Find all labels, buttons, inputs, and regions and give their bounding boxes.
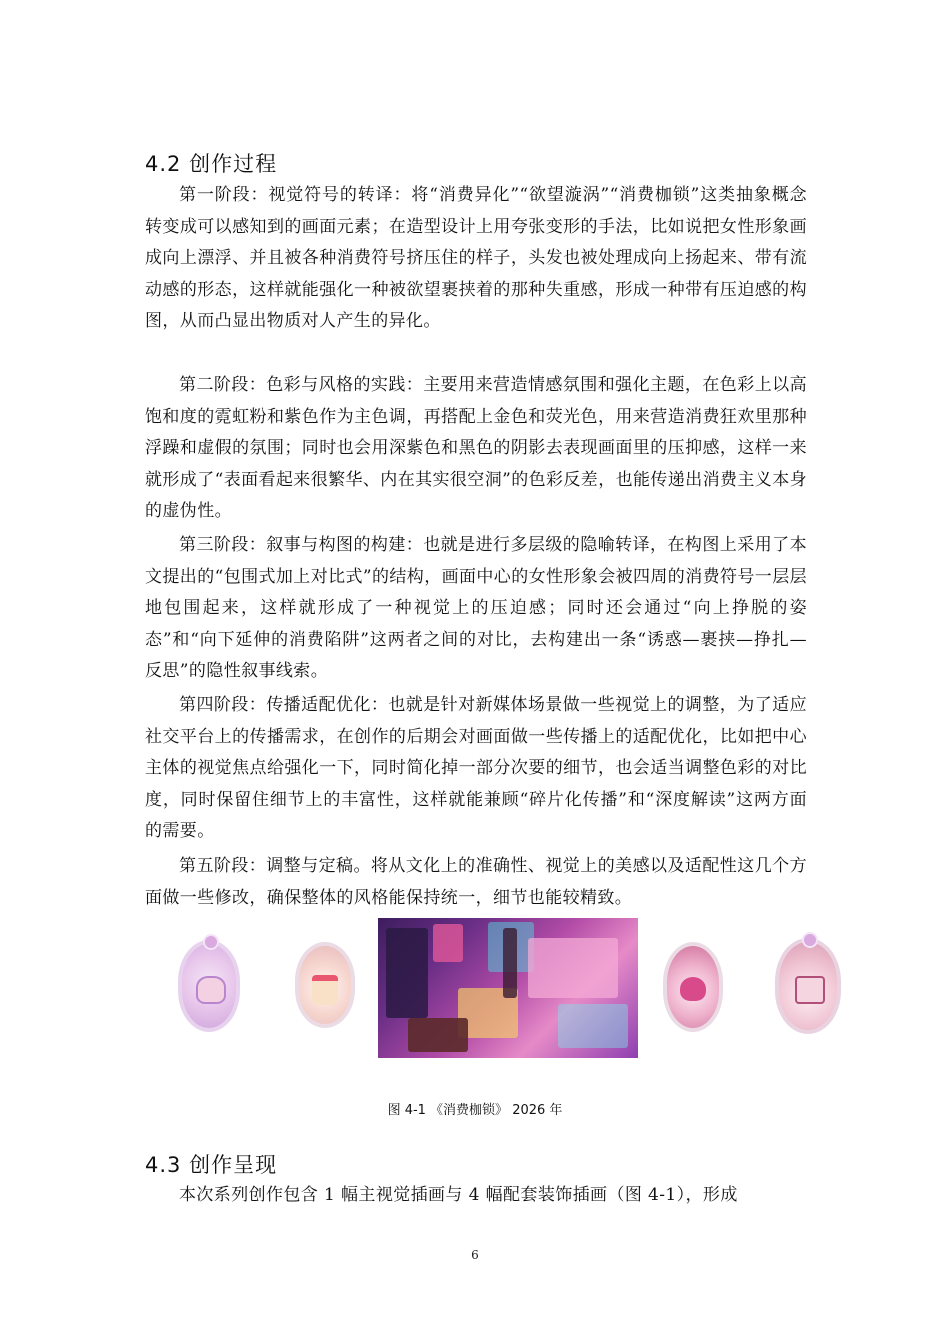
- illustration-shape: [528, 938, 618, 998]
- gem-ornament: [203, 934, 219, 950]
- illustration-shape: [503, 928, 517, 998]
- figure-motif: [196, 976, 226, 1004]
- paragraph-stage-3: 第三阶段：叙事与构图的构建：也就是进行多层级的隐喻转译，在构图上采用了本文提出的“包围式加上对比式”的结构，画面中心的女性形象会被四周的消费符号一层层地包围起来，这样就形成了一种视觉上的压迫感；同时还会通过“向上挣脱的姿态”和“向下延伸的消费陷阱”这两者之间的对比，去构建出一条“诱惑—裹挟—挣扎—反思”的隐性叙事线索。: [145, 535, 807, 681]
- decorative-illustration-figure-frame: [178, 940, 240, 1032]
- figure-4-1: [170, 918, 835, 1058]
- illustration-shape: [408, 1018, 468, 1052]
- decorative-illustration-handbag-frame: [663, 942, 723, 1032]
- decorative-illustration-cake-frame: [295, 942, 355, 1028]
- figure-caption: 图 4-1 《消费枷锁》 2026 年: [387, 1103, 563, 1118]
- section-heading-4-3: 4.3 创作呈现: [145, 1153, 278, 1177]
- page-number: 6: [471, 1248, 479, 1262]
- illustration-shape: [558, 1004, 628, 1048]
- illustration-shape: [386, 928, 428, 1018]
- paragraph-stage-1: 第一阶段：视觉符号的转译：将“消费异化”“欲望漩涡”“消费枷锁”这类抽象概念转变成可以感知到的画面元素；在造型设计上用夸张变形的手法，比如说把女性形象画成向上漂浮、并且被各种消费符号挤压住的样子，头发也被处理成向上扬起来、带有流动感的形态，这样就能强化一种被欲望裹挟着的那种失重感，形成一种带有压迫感的构图，从而凸显出物质对人产生的异化。: [145, 185, 807, 331]
- gem-ornament: [802, 932, 818, 948]
- paragraph-stage-2: 第二阶段：色彩与风格的实践：主要用来营造情感氛围和强化主题，在色彩上以高饱和度的霓虹粉和紫色作为主色调，再搭配上金色和荧光色，用来营造消费狂欢里那种浮躁和虚假的氛围；同时也会用深紫色和黑色的阴影去表现画面里的压抑感，这样一来就形成了“表面看起来很繁华、内在其实很空洞”的色彩反差，也能传递出消费主义本身的虚伪性。: [145, 375, 807, 521]
- paragraph-creation-presentation: 本次系列创作包含 1 幅主视觉插画与 4 幅配套装饰插画（图 4-1），形成: [179, 1185, 738, 1205]
- perfume-motif: [795, 976, 825, 1004]
- handbag-motif: [680, 977, 706, 1001]
- paragraph-stage-5: 第五阶段：调整与定稿。将从文化上的准确性、视觉上的美感以及适配性这几个方面做一些修改，确保整体的风格能保持统一，细节也能较精致。: [145, 856, 807, 908]
- decorative-illustration-perfume-frame: [775, 938, 841, 1034]
- paragraph-stage-4: 第四阶段：传播适配优化：也就是针对新媒体场景做一些视觉上的调整，为了适应社交平台上的传播需求，在创作的后期会对画面做一些传播上的适配优化，比如把中心主体的视觉焦点给强化一下，同时简化掉一部分次要的细节，也会适当调整色彩的对比度，同时保留住细节上的丰富性，这样就能兼顾“碎片化传播”和“深度解读”这两方面的需要。: [145, 695, 807, 841]
- main-visual-illustration: [378, 918, 638, 1058]
- cake-motif: [312, 975, 338, 1005]
- illustration-shape: [433, 924, 463, 962]
- section-heading-4-2: 4.2 创作过程: [145, 152, 278, 176]
